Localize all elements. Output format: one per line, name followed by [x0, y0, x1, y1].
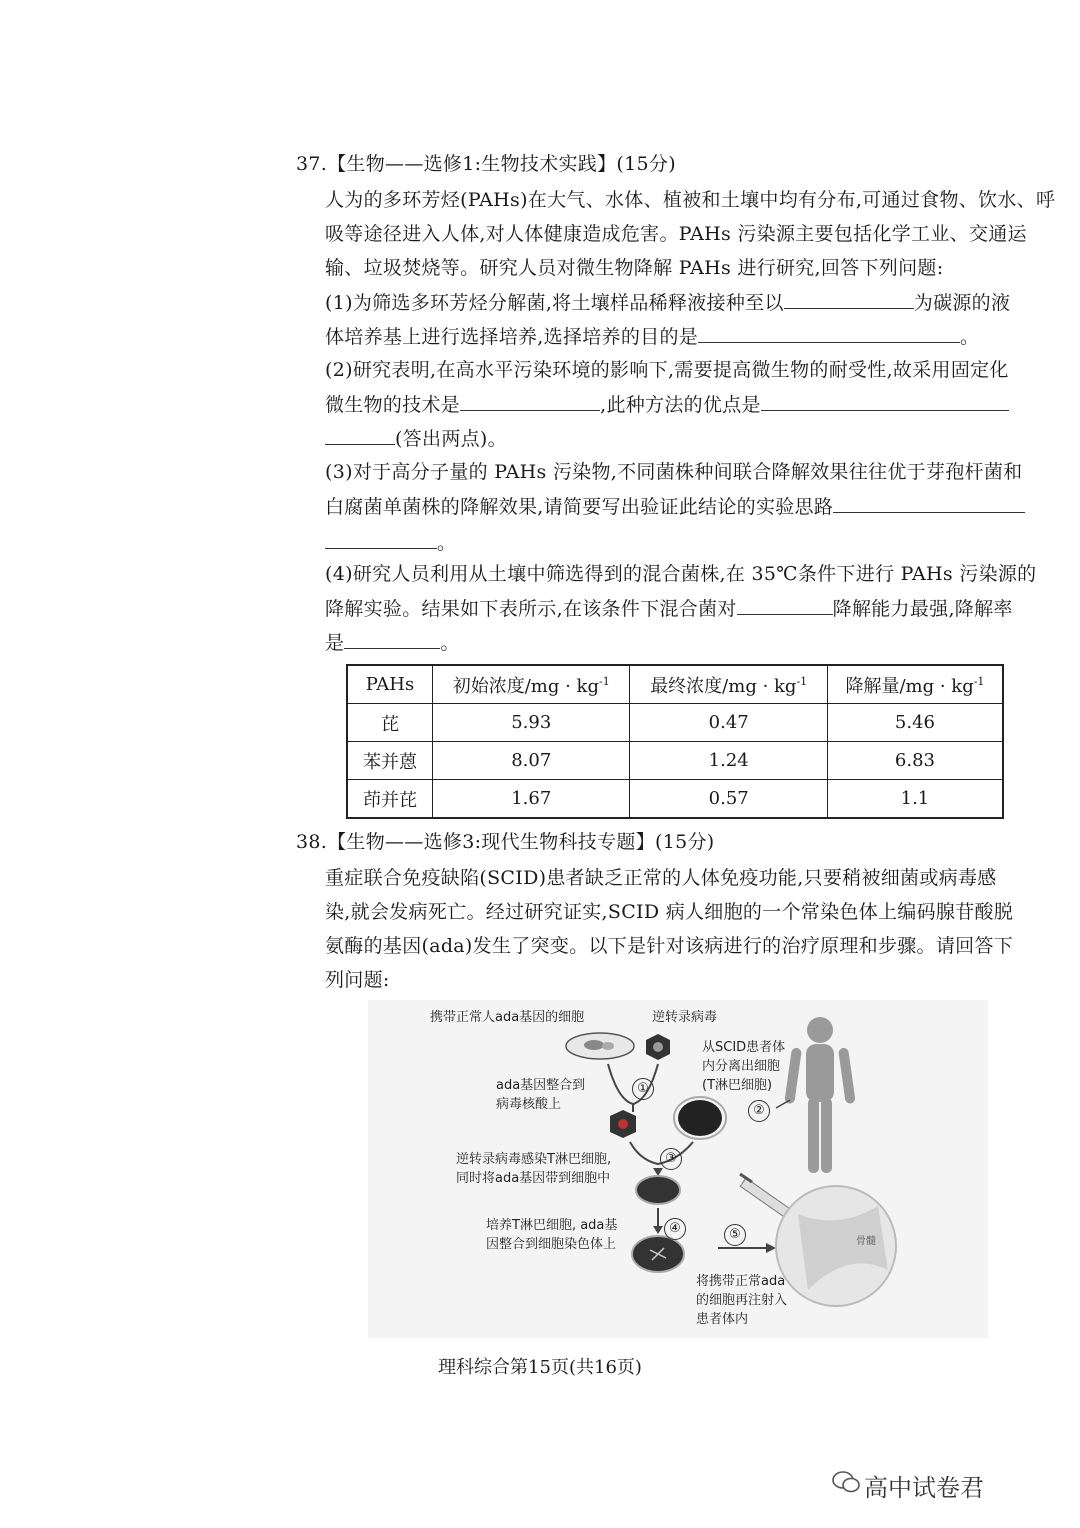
q38-intro-line-2: 染,就会发病死亡。经过研究证实,SCID 病人细胞的一个常染色体上编码腺苷酸脱 — [325, 901, 1014, 923]
table-cell: 5.46 — [827, 704, 1003, 742]
label-step4-line-2: 因整合到细胞染色体上 — [486, 1237, 617, 1252]
label-step3-line-1: 逆转录病毒感染T淋巴细胞, — [456, 1152, 612, 1167]
table-cell: 1.1 — [827, 780, 1003, 819]
q37-part3-line-3 — [325, 530, 456, 555]
q37-part3-text-c: 。 — [437, 532, 457, 554]
table-cell: 芘 — [347, 704, 433, 742]
q37-part2-text-c: ,此种方法的优点是 — [600, 394, 761, 416]
table-cell: 8.07 — [433, 742, 630, 780]
label-step3-line-2: 同时将ada基因带到细胞中 — [456, 1171, 611, 1186]
label-bone-marrow: 骨髓 — [856, 1236, 876, 1247]
q38-intro-line-1: 重症联合免疫缺陷(SCID)患者缺乏正常的人体免疫功能,只要稍被细菌或病毒感 — [325, 867, 997, 889]
step-marker-1: ① — [632, 1078, 654, 1100]
q37-part1-line-1 — [325, 290, 1010, 315]
q37-part1-text-a: (1)为筛选多环芳烃分解菌,将土壤样品稀释液接种至以 — [325, 292, 784, 314]
table-cell: 茚并芘 — [347, 780, 433, 819]
table-cell: 5.93 — [433, 704, 630, 742]
infected-cell-dish-icon — [636, 1176, 680, 1204]
label-patient-line-3: (T淋巴细胞) — [702, 1078, 773, 1093]
table-header-row — [347, 665, 1003, 704]
table-header-degraded: 降解量$/mg \cdot kg^{-1}$ — [827, 665, 1003, 704]
answer-blank-advantages-cont[interactable] — [325, 426, 395, 445]
q37-part3-line-2 — [325, 494, 1025, 519]
answer-blank-selection-purpose[interactable] — [698, 324, 960, 343]
q37-part2-text-b: 微生物的技术是 — [325, 394, 461, 416]
q37-part2-text-d: (答出两点)。 — [395, 428, 507, 450]
label-retrovirus: 逆转录病毒 — [652, 1010, 718, 1025]
q37-intro-line-3: 输、垃圾焚烧等。研究人员对微生物降解 PAHs 进行研究,回答下列问题: — [325, 257, 944, 279]
step-marker-3: ③ — [660, 1148, 682, 1170]
label-step5-line-1: 将携带正常ada — [696, 1274, 786, 1289]
pah-degradation-table — [346, 664, 1004, 819]
answer-blank-experiment-idea[interactable] — [833, 494, 1025, 513]
q38-intro-line-4: 列问题: — [325, 969, 390, 991]
label-step4-line-1: 培养T淋巴细胞, ada基 — [486, 1218, 618, 1233]
q38-intro-line-3: 氨酶的基因(ada)发生了突变。以下是针对该病进行的治疗原理和步骤。请回答下 — [325, 935, 1014, 957]
table-row — [347, 780, 1003, 819]
label-step5-line-3: 患者体内 — [696, 1312, 749, 1327]
label-patient-line-2: 内分离出细胞 — [702, 1059, 781, 1074]
answer-blank-degradation-rate[interactable] — [344, 630, 440, 649]
q38-title: 38.【生物——选修3:现代生物科技专题】(15分) — [296, 831, 715, 853]
q37-part4-text-b: 降解实验。结果如下表所示,在该条件下混合菌对 — [325, 598, 737, 620]
table-cell: 苯并蒽 — [347, 742, 433, 780]
table-header-initial: 初始浓度$/mg \cdot kg^{-1}$ — [433, 665, 630, 704]
wechat-icon — [832, 1470, 860, 1494]
label-patient-line-1: 从SCID患者体 — [702, 1040, 786, 1055]
bone-marrow-icon — [776, 1186, 896, 1306]
step-marker-2: ② — [748, 1100, 770, 1122]
q37-part4-line-2 — [325, 596, 1013, 621]
q37-part1-text-c: 体培养基上进行选择培养,选择培养的目的是 — [325, 326, 699, 348]
q37-intro-line-2: 吸等途径进入人体,对人体健康造成危害。PAHs 污染源主要包括化学工业、交通运 — [325, 223, 1027, 245]
table-cell: 0.47 — [630, 704, 827, 742]
q37-part1-line-2 — [325, 324, 979, 349]
step-marker-5: ⑤ — [724, 1224, 746, 1246]
label-normal-cells: 携带正常人ada基因的细胞 — [430, 1010, 585, 1025]
gene-therapy-diagram — [368, 1000, 988, 1338]
table-row — [347, 742, 1003, 780]
q37-part4-line-3 — [325, 630, 460, 655]
q37-part4-text-e: 。 — [440, 632, 460, 654]
q37-part3-text-b: 白腐菌单菌株的降解效果,请简要写出验证此结论的实验思路 — [325, 496, 834, 518]
q37-part2-line-1: (2)研究表明,在高水平污染环境的影响下,需要提高微生物的耐受性,故采用固定化 — [325, 359, 1009, 381]
q37-part4-text-d: 是 — [325, 632, 345, 654]
label-step1-line-1: ada基因整合到 — [496, 1078, 586, 1093]
q37-intro-line-1: 人为的多环芳烃(PAHs)在大气、水体、植被和土壤中均有分布,可通过食物、饮水、呼 — [325, 189, 1056, 211]
normal-cell-dish-icon — [566, 1033, 634, 1059]
q37-title: 37.【生物——选修1:生物技术实践】(15分) — [296, 153, 676, 175]
page-footer: 理科综合第15页(共16页) — [438, 1357, 642, 1378]
q37-part4-text-c: 降解能力最强,降解率 — [832, 598, 1013, 620]
q37-part3-line-1: (3)对于高分子量的 PAHs 污染物,不同菌株种间联合降解效果往往优于芽孢杆菌和 — [325, 461, 1023, 483]
table-cell: 1.24 — [630, 742, 827, 780]
answer-blank-strongest-pah[interactable] — [737, 596, 833, 615]
retrovirus-icon — [646, 1034, 670, 1060]
watermark: 高中试卷君 — [864, 1474, 984, 1502]
table-header-final: 最终浓度$/mg \cdot kg^{-1}$ — [630, 665, 827, 704]
q37-part2-line-3 — [325, 426, 507, 451]
human-body-icon — [784, 1017, 855, 1173]
label-step5-line-2: 的细胞再注射入 — [696, 1293, 788, 1308]
q37-part1-text-d: 。 — [960, 326, 980, 348]
answer-blank-immobilization-technique[interactable] — [460, 392, 600, 411]
t-cell-dish-icon — [674, 1097, 726, 1139]
table-row — [347, 704, 1003, 742]
table-cell: 0.57 — [630, 780, 827, 819]
label-step1-line-2: 病毒核酸上 — [496, 1097, 562, 1112]
step-marker-4: ④ — [664, 1218, 686, 1240]
table-cell: 1.67 — [433, 780, 630, 819]
recombinant-virus-icon — [610, 1110, 636, 1138]
answer-blank-advantages[interactable] — [761, 392, 1009, 411]
q37-part4-line-1: (4)研究人员利用从土壤中筛选得到的混合菌株,在 35℃条件下进行 PAHs 污染源的 — [325, 563, 1037, 585]
table-header-pahs: PAHs — [347, 665, 433, 704]
cultured-cell-dish-icon — [632, 1236, 684, 1272]
answer-blank-carbon-source[interactable] — [784, 290, 914, 309]
q37-part2-line-2 — [325, 392, 1009, 417]
q37-part1-text-b: 为碳源的液 — [913, 292, 1011, 314]
answer-blank-experiment-idea-cont[interactable] — [325, 530, 437, 549]
table-cell: 6.83 — [827, 742, 1003, 780]
